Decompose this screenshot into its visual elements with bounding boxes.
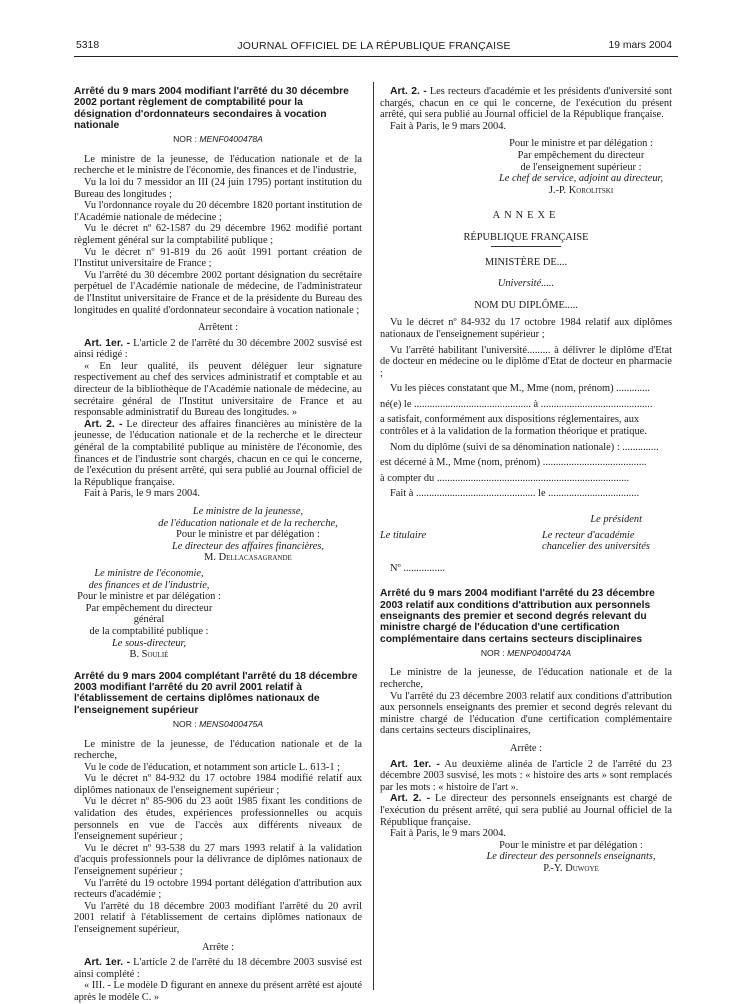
visa-line: Vu la loi du 7 messidor an III (24 juin 1795) portant institution du Bureau des longitudes ; — [74, 176, 362, 200]
form-line: est décerné à M., Mme (nom, prénom) ........................................ — [380, 457, 647, 469]
fait-a: Fait à Paris, le 9 mars 2004. — [390, 120, 507, 132]
article-text: L'article 2 de l'arrêté du 18 décembre 2003 susvisé est ainsi complété : — [74, 957, 363, 980]
recteur-block — [542, 530, 672, 553]
fait-a: Fait à Paris, le 9 mars 2004. — [84, 488, 201, 500]
article-1-quote: « III. - Le modèle D figurant en annexe du présent arrêté est ajouté après le modèle C. » — [74, 980, 362, 1003]
issue-date: 19 mars 2004 — [608, 40, 672, 51]
signature-block-3 — [380, 138, 672, 196]
form-line: Vu le décret nº 84-932 du 17 octobre 1984 relatif aux diplômes nationaux de l'enseignement supérieur ; — [380, 317, 672, 340]
nor-label: NOR : — [172, 718, 200, 729]
article-text: Le directeur des personnels enseignants est chargé de l'exécution du présent arrêté, qui sera publié au Journal officiel de la République française. — [380, 793, 673, 828]
republique-label: RÉPUBLIQUE FRANÇAISE — [463, 231, 589, 243]
article-1 — [74, 957, 362, 980]
article-1-quote: « En leur qualité, ils peuvent déléguer leur signature respectivement au chef des services administratif et comptable et au directeur de la bibliothèque de l'Académie nationale de médecine, au secrétaire général de l'Institut universitaire de France et au responsable administratif du Bureau des longitudes. » — [74, 360, 362, 419]
signature-block-4 — [380, 840, 672, 875]
numero-line: Nº ................ — [390, 562, 445, 574]
journal-title: JOURNAL OFFICIEL DE LA RÉPUBLIQUE FRANÇAISE — [237, 40, 511, 52]
signature-line: Le ministre de la jeunesse, — [192, 506, 304, 517]
page-header — [0, 0, 748, 60]
article-1 — [380, 759, 672, 794]
signatory-name: B. Soulié — [129, 649, 169, 661]
article-label: Art. 1er. - — [390, 758, 440, 770]
visa-line: Le ministre de la jeunesse, de l'éducation nationale et de la recherche, — [380, 667, 672, 691]
arrete2-nor — [74, 719, 362, 731]
visa-line: Vu l'arrêté du 23 décembre 2003 relatif aux conditions d'attribution aux personnels enseignants des premier et second degrés relevant du ministre chargé de l'éducation d'une certification complémentaire dans certains secteurs disciplinaires, — [380, 690, 672, 737]
signatory-name: M. Dellacasagrande — [204, 552, 292, 564]
signature-line: Le ministre de l'économie, — [94, 567, 204, 579]
arrete1-nor — [74, 134, 362, 146]
form-line: Vu les pièces constatant que M., Mme (nom, prénom) ............. — [390, 383, 650, 395]
recteur-line: chancelier des universités — [542, 541, 650, 553]
arrete2-title: Arrêté du 9 mars 2004 complétant l'arrêté du 18 décembre 2003 modifiant l'arrêté du 20 avril 2001 relatif à l'établissement de certains diplômes nationaux de l'enseignement supérieur — [74, 670, 358, 716]
article-label: Art. 1er. - — [84, 957, 131, 969]
arretent-heading: Arrêtent : — [197, 322, 239, 334]
article-text: Le directeur des affaires financières au ministère de la jeunesse, de l'éducation nationale et de la recherche et le directeur général de la comptabilité publique au ministère de l'économie, des finances et de l'industrie sont chargés, chacun en ce qui le concerne, de l'exécution du présent arrêté, qui sera publié au Journal officiel de la République française. — [74, 418, 362, 488]
signature-line: Le chef de service, adjoint au directeur, — [498, 173, 664, 185]
arrete3-title: Arrêté du 9 mars 2004 modifiant l'arrêté du 23 décembre 2003 relatif aux conditions d'attribution aux personnels enseignants des premier et second degrés relevant du ministre chargé de l'éducation d'une certification complémentaire dans certains secteurs disciplinaires — [380, 588, 655, 645]
column-divider — [373, 82, 374, 990]
article-2 — [380, 793, 672, 828]
fait-a: Fait à Paris, le 9 mars 2004. — [390, 828, 507, 840]
right-column — [380, 86, 672, 875]
signature-line: de la comptabilité publique : — [89, 625, 209, 637]
annexe-heading: ANNEXE — [492, 210, 560, 222]
signature-line: de l'enseignement supérieur : — [520, 161, 642, 173]
signature-line: Pour le ministre et par délégation : — [499, 839, 643, 851]
arrete1-title: Arrêté du 9 mars 2004 modifiant l'arrêté du 30 décembre 2002 portant règlement de comptabilité pour la désignation d'ordonnateurs secondaires à vocation nationale — [74, 86, 349, 131]
visa-line: Vu le décret nº 62-1587 du 29 décembre 1962 modifié portant règlement général sur la comptabilité publique ; — [74, 223, 362, 246]
form-line: né(e) le ............................................. à ........................................... — [380, 398, 653, 410]
universite-label: Université..... — [497, 278, 555, 290]
article-text: Au deuxième alinéa de l'article 2 de l'arrêté du 23 décembre 2003 susvisé, les mots : « histoire des arts » sont remplacés par les mots : « histoire de l'art ». — [380, 758, 672, 793]
visa-line: Vu l'arrêté du 19 octobre 1994 portant délégation d'attribution aux recteurs d'académie ; — [74, 877, 362, 901]
signature-line: Le directeur des personnels enseignants, — [486, 851, 656, 863]
nor-label: NOR : — [480, 647, 508, 658]
article-2 — [74, 419, 362, 489]
article-label: Art. 2. - — [390, 793, 431, 805]
signature-line: de l'éducation nationale et de la recherche, — [158, 517, 338, 529]
signature-line: Le directeur des affaires financières, — [171, 540, 325, 552]
nor-code: MENF0400478A — [199, 134, 263, 145]
article-text: L'article 2 de l'arrêté du 30 décembre 2002 susvisé est ainsi rédigé : — [74, 337, 363, 361]
header-rule — [74, 56, 678, 57]
ministere-label: MINISTÈRE DE.... — [484, 256, 568, 268]
article-label: Art. 1er. - — [84, 337, 131, 349]
visa-line: Vu le code de l'éducation, et notamment son article L. 613-1 ; — [84, 761, 341, 773]
signature-line: Pour le ministre et par délégation : — [77, 591, 221, 603]
signatory-name: P.-Y. Duwoye — [543, 862, 599, 874]
recteur-line: Le recteur d'académie — [542, 529, 635, 541]
visa-line: Vu l'ordonnance royale du 20 décembre 1820 portant institution de l'Académie nationale de médecine ; — [74, 200, 362, 223]
nom-diplome: NOM DU DIPLÔME..... — [474, 299, 578, 311]
left-column — [74, 86, 362, 1004]
visa-line: Vu le décret nº 84-932 du 17 octobre 1984 modifié relatif aux diplômes nationaux de l'enseignement supérieur ; — [74, 773, 362, 796]
visa-line: Vu l'arrêté du 30 décembre 2002 portant désignation du secrétaire perpétuel de l'Académie nationale de médecine, de l'administrateur de l'Institut universitaire de France et de la présidente du Bureau des longitudes en qualité d'ordonnateur secondaire à vocation nationale ; — [74, 269, 362, 316]
visa-line: Le ministre de la jeunesse, de l'éducation nationale et de la recherche et le ministre de l'économie, des finances et de l'industrie, — [74, 153, 362, 177]
arrete3-nor — [380, 648, 672, 660]
form-line: Vu l'arrêté habilitant l'université......... à délivrer le diplôme d'Etat de docteur en médecine ou le diplôme d'Etat de docteur en pharmacie ; — [380, 344, 672, 379]
signature-line: Pour le ministre et par délégation : — [509, 138, 653, 150]
article-label: Art. 2. - — [84, 418, 123, 430]
nor-code: MENS0400475A — [199, 718, 264, 729]
president-label: Le président — [590, 514, 642, 526]
nor-code: MENP0400474A — [507, 647, 572, 658]
article-label: Art. 2. - — [390, 86, 427, 97]
signature-line: Pour le ministre et par délégation : — [176, 529, 320, 541]
page-number: 5318 — [76, 40, 100, 51]
visa-line: Vu le décret nº 85-906 du 23 août 1985 fixant les conditions de validation des études, expériences professionnelles ou acquis personnels en vue de l'accès aux différents niveaux de l'enseignement supérieur ; — [74, 796, 362, 843]
visa-line: Vu l'arrêté du 18 décembre 2003 modifiant l'arrêté du 20 avril 2001 relatif à l'établissement de certains diplômes nationaux de l'enseignement supérieur, — [74, 900, 362, 935]
titulaire-label: Le titulaire — [380, 529, 427, 541]
signature-block-2 — [74, 568, 224, 661]
visa-line: Le ministre de la jeunesse, de l'éducation nationale et de la recherche, — [74, 738, 362, 762]
visa-line: Vu le décret nº 93-538 du 27 mars 1993 relatif à la validation d'acquis professionnels pour la délivrance de diplômes nationaux de l'enseignement supérieur ; — [74, 842, 362, 878]
signature-block-1 — [74, 506, 362, 564]
article-1 — [74, 338, 362, 361]
article-2 — [380, 86, 672, 121]
signature-line: Par empêchement du directeur général — [85, 602, 213, 626]
signature-row — [380, 530, 672, 553]
nor-label: NOR : — [173, 134, 200, 145]
article-text: Les recteurs d'académie et les présidents d'université sont chargés, chacun en ce qui le concerne, de l'exécution du présent arrêté, qui sera publié au Journal officiel de la République française. — [380, 86, 673, 121]
arrete-heading: Arrête : — [509, 743, 543, 755]
signatory-name: J.-P. Korolitski — [548, 184, 614, 196]
signature-line: Le sous-directeur, — [111, 637, 187, 649]
form-line: Nom du diplôme (suivi de sa dénomination nationale) : .............. — [390, 441, 659, 453]
signature-line: Par empêchement du directeur — [517, 149, 645, 161]
form-line: a satisfait, conformément aux dispositions réglementaires, aux contrôles et à la validation de la formation théorique et pratique. — [380, 414, 647, 438]
form-line: à compter du .......................................................................... — [380, 472, 630, 484]
visa-line: Vu le décret nº 91-819 du 26 août 1991 portant création de l'Institut universitaire de France ; — [74, 246, 362, 270]
signature-line: des finances et de l'industrie, — [88, 579, 210, 591]
form-line: Fait à .............................................. le ................................... — [390, 488, 640, 500]
arrete-heading: Arrête : — [201, 941, 235, 953]
